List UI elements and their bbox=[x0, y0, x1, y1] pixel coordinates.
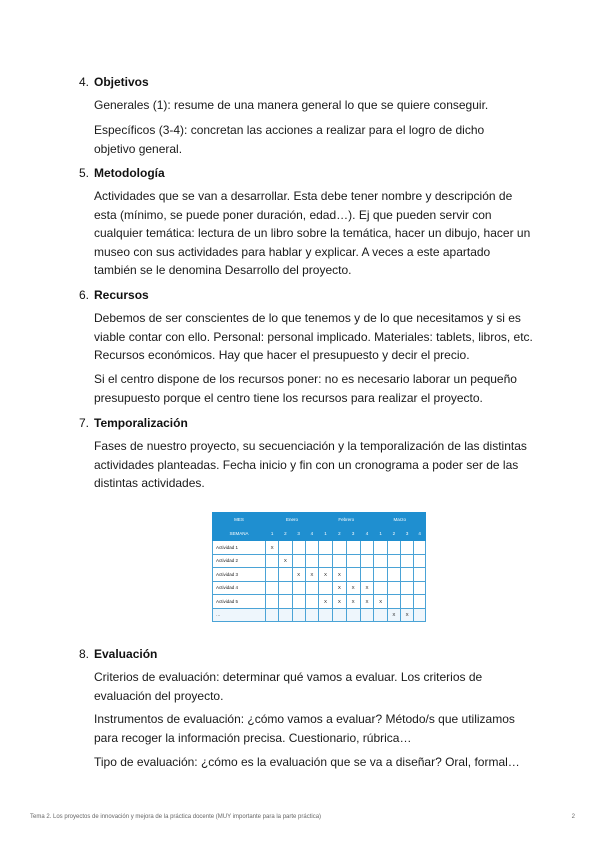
schedule-cell bbox=[332, 608, 346, 622]
schedule-cell bbox=[332, 554, 346, 568]
schedule-cell bbox=[279, 581, 292, 595]
week-header: 1 bbox=[319, 527, 333, 541]
activity-label: Actividad 3 bbox=[213, 568, 266, 582]
paragraph: Si el centro dispone de los recursos poner: no es necesario laborar un pequeño presupuesto porque el centro tiene los recursos para realizar el proyecto. bbox=[94, 372, 517, 405]
schedule-cell bbox=[414, 568, 426, 582]
section-number: 7. bbox=[79, 416, 90, 430]
week-header: 2 bbox=[387, 527, 400, 541]
schedule-cell bbox=[374, 581, 387, 595]
section-number: 8. bbox=[79, 647, 90, 661]
table-row bbox=[213, 581, 426, 595]
activity-label: Actividad 1 bbox=[213, 541, 266, 555]
schedule-cell: X bbox=[332, 568, 346, 582]
section-title: Recursos bbox=[94, 288, 149, 302]
schedule-cell bbox=[374, 541, 387, 555]
schedule-cell bbox=[360, 568, 374, 582]
section-heading bbox=[79, 165, 165, 181]
schedule-cell bbox=[374, 554, 387, 568]
paragraph: Debemos de ser conscientes de lo que tenemos y de lo que necesitamos y si es viable contar con ello. Personal: personal implicado. Materiales: tablets, libros, etc. Recursos económicos. Hay que hacer el presupuesto y decir el precio. bbox=[94, 311, 533, 362]
section-title: Temporalización bbox=[94, 416, 188, 430]
schedule-cell: X bbox=[292, 568, 305, 582]
activity-label: Actividad 2 bbox=[213, 554, 266, 568]
table-row bbox=[213, 541, 426, 555]
schedule-cell bbox=[360, 554, 374, 568]
week-header: 2 bbox=[332, 527, 346, 541]
schedule-cell bbox=[414, 595, 426, 609]
schedule-cell: X bbox=[346, 581, 360, 595]
schedule-cell bbox=[266, 595, 279, 609]
month-header: Febrero bbox=[319, 513, 374, 527]
schedule-cell bbox=[305, 541, 318, 555]
table-header-months bbox=[213, 513, 426, 527]
schedule-cell bbox=[387, 554, 400, 568]
schedule-cell bbox=[387, 595, 400, 609]
week-header: 4 bbox=[360, 527, 374, 541]
semana-label: SEMANA bbox=[213, 527, 266, 541]
schedule-cell bbox=[279, 608, 292, 622]
schedule-cell bbox=[387, 581, 400, 595]
schedule-cell bbox=[292, 595, 305, 609]
schedule-cell bbox=[414, 581, 426, 595]
schedule-cell bbox=[346, 568, 360, 582]
schedule-cell: X bbox=[346, 595, 360, 609]
section-title: Metodología bbox=[94, 166, 165, 180]
schedule-cell bbox=[401, 595, 414, 609]
activity-label: Actividad 4 bbox=[213, 581, 266, 595]
table-row bbox=[213, 568, 426, 582]
schedule-cell bbox=[346, 554, 360, 568]
section-number: 4. bbox=[79, 75, 90, 89]
footer-text: Tema 2. Los proyectos de innovación y mejora de la práctica docente (MUY importante para la parte práctica) bbox=[30, 814, 322, 820]
schedule-cell: X bbox=[360, 581, 374, 595]
week-header: 1 bbox=[266, 527, 279, 541]
schedule-cell bbox=[292, 608, 305, 622]
schedule-cell bbox=[401, 554, 414, 568]
schedule-cell bbox=[387, 568, 400, 582]
schedule-cell bbox=[279, 568, 292, 582]
paragraph: Actividades que se van a desarrollar. Esta debe tener nombre y descripción de esta (mínimo, se puede poner duración, edad…). Ej que pueden servir con cualquier temática: lectura de un libro sobre la temática, hacer un dibujo, hacer un museo con sus actividades para hablar y explicar. A veces a este apartado también se le denomina Desarrollo del proyecto. bbox=[94, 189, 531, 277]
schedule-cell bbox=[414, 608, 426, 622]
schedule-cell bbox=[266, 554, 279, 568]
schedule-cell bbox=[401, 568, 414, 582]
activity-label: Actividad 5 bbox=[213, 595, 266, 609]
schedule-cell: X bbox=[266, 541, 279, 555]
schedule-cell bbox=[401, 581, 414, 595]
paragraph: Fases de nuestro proyecto, su secuenciación y la temporalización de las distintas actividades planteadas. Fecha inicio y fin con un cronograma a poder ser de las distintas actividades. bbox=[94, 439, 527, 490]
section-title: Objetivos bbox=[94, 75, 149, 89]
table-row bbox=[213, 595, 426, 609]
schedule-cell bbox=[360, 541, 374, 555]
section-heading bbox=[79, 74, 149, 90]
schedule-cell bbox=[266, 568, 279, 582]
schedule-cell: X bbox=[319, 595, 333, 609]
schedule-cell: X bbox=[319, 568, 333, 582]
paragraph: Generales (1): resume de una manera general lo que se quiere conseguir. bbox=[94, 98, 489, 112]
week-header: 4 bbox=[414, 527, 426, 541]
schedule-table bbox=[212, 512, 426, 622]
schedule-cell bbox=[414, 554, 426, 568]
schedule-cell bbox=[414, 541, 426, 555]
month-header: Enero bbox=[266, 513, 319, 527]
schedule-cell bbox=[292, 554, 305, 568]
schedule-cell bbox=[387, 541, 400, 555]
mes-label: MES bbox=[213, 513, 266, 527]
section-heading bbox=[79, 287, 149, 303]
paragraph: Tipo de evaluación: ¿cómo es la evaluación que se va a diseñar? Oral, formal… bbox=[94, 755, 520, 769]
paragraph: Criterios de evaluación: determinar qué vamos a evaluar. Los criterios de evaluación del proyecto. bbox=[94, 670, 483, 703]
schedule-cell bbox=[401, 541, 414, 555]
section-heading bbox=[79, 415, 188, 431]
schedule-cell bbox=[346, 541, 360, 555]
week-header: 4 bbox=[305, 527, 318, 541]
schedule-cell: X bbox=[401, 608, 414, 622]
schedule-cell bbox=[279, 541, 292, 555]
section-heading bbox=[79, 646, 157, 662]
schedule-cell: X bbox=[332, 595, 346, 609]
schedule-cell bbox=[292, 581, 305, 595]
schedule-cell bbox=[266, 608, 279, 622]
schedule-cell bbox=[279, 595, 292, 609]
schedule-cell bbox=[374, 608, 387, 622]
schedule-cell: X bbox=[374, 595, 387, 609]
schedule-cell: X bbox=[279, 554, 292, 568]
section-number: 5. bbox=[79, 166, 90, 180]
week-header: 2 bbox=[279, 527, 292, 541]
schedule-cell bbox=[346, 608, 360, 622]
page-number: 2 bbox=[571, 814, 575, 820]
schedule-cell: X bbox=[332, 581, 346, 595]
schedule-cell bbox=[266, 581, 279, 595]
week-header: 3 bbox=[401, 527, 414, 541]
schedule-cell: X bbox=[360, 595, 374, 609]
schedule-cell bbox=[292, 541, 305, 555]
week-header: 1 bbox=[374, 527, 387, 541]
schedule-cell bbox=[319, 608, 333, 622]
schedule-cell: X bbox=[305, 568, 318, 582]
activity-label: … bbox=[213, 608, 266, 622]
section-number: 6. bbox=[79, 288, 90, 302]
schedule-cell bbox=[305, 595, 318, 609]
page-footer bbox=[30, 814, 575, 820]
schedule-cell bbox=[319, 554, 333, 568]
week-header: 3 bbox=[292, 527, 305, 541]
schedule-cell bbox=[305, 554, 318, 568]
section-title: Evaluación bbox=[94, 647, 158, 661]
schedule-cell bbox=[332, 541, 346, 555]
schedule-cell: X bbox=[387, 608, 400, 622]
table-row bbox=[213, 554, 426, 568]
table-row bbox=[213, 608, 426, 622]
schedule-cell bbox=[374, 568, 387, 582]
schedule-cell bbox=[305, 608, 318, 622]
paragraph: Específicos (3-4): concretan las acciones a realizar para el logro de dicho objetivo general. bbox=[94, 123, 485, 156]
week-header: 3 bbox=[346, 527, 360, 541]
paragraph: Instrumentos de evaluación: ¿cómo vamos a evaluar? Método/s que utilizamos para recoger la información precisa. Cuestionario, rúbrica… bbox=[94, 712, 515, 745]
month-header: Marzo bbox=[374, 513, 426, 527]
schedule-cell bbox=[319, 581, 333, 595]
table-header-weeks bbox=[213, 527, 426, 541]
schedule-cell bbox=[319, 541, 333, 555]
schedule-cell bbox=[360, 608, 374, 622]
schedule-cell bbox=[305, 581, 318, 595]
